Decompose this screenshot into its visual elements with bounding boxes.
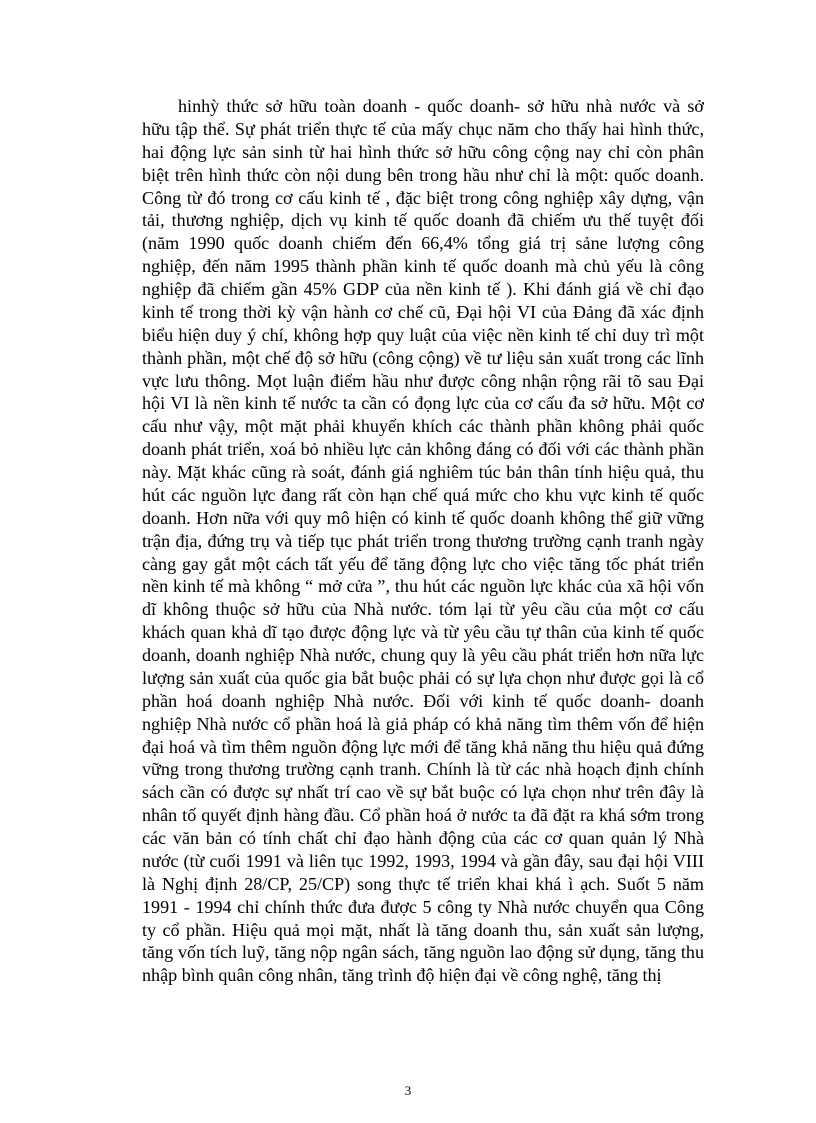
text-line: nghiệp Nhà nước cổ phần hoá là giả pháp có khả năng tìm thêm vốn để hiện (142, 713, 704, 734)
text-line: sách cần có được sự nhất trí cao về sự bắt buộc có lựa chọn như trên đây là (142, 782, 704, 803)
text-line: phần hoá doanh nghiệp Nhà nước. Đối với kinh tế quốc doanh- doanh (142, 690, 704, 711)
text-line: khách quan khả dĩ tạo được động lực và từ yêu cầu tự thân của kinh tế quốc (142, 622, 704, 643)
text-line: cấu như vậy, một mặt phải khuyến khích các thành phần không phải quốc (142, 416, 704, 437)
text-line: tải, thương nghiệp, dịch vụ kinh tế quốc doanh đã chiếm ưu thế tuyệt đối (142, 210, 704, 231)
text-line: hút các nguồn lực đang rất còn hạn chế quá mức cho khu vực kinh tế quốc (142, 484, 704, 505)
text-line: nước (từ cuối 1991 và liên tục 1992, 1993, 1994 và gần đây, sau đại hội VIII (142, 850, 704, 871)
text-line: này. Mặt khác cũng rà soát, đánh giá nghiêm túc bản thân tính hiệu quả, thu (142, 462, 704, 482)
text-line: doanh. Hơn nữa với quy mô hiện có kinh tế quốc doanh không thể giữ vững (142, 507, 704, 528)
text-line: nền kinh tế mà không “ mở cửa ”, thu hút các nguồn lực khác của xã hội vốn (142, 576, 704, 597)
text-line: kinh tế trong thời kỳ vận hành cơ chế cũ, Đại hội VI của Đảng đã xác định (142, 301, 704, 322)
text-line: doanh phát triển, xoá bỏ nhiều lực cản không đáng có đối với các thành phần (142, 439, 704, 460)
body-text (142, 95, 704, 987)
text-line: dĩ không thuộc sở hữu của Nhà nước. tóm lại từ yêu cầu của một cơ cấu (142, 599, 704, 620)
text-line: nhập bình quân công nhân, tăng trình độ hiện đại về công nghệ, tăng thị (142, 965, 662, 986)
text-line: nghiệp đã chiếm gần 45% GDP của nền kinh tế ). Khi đánh giá về chỉ đạo (142, 279, 704, 299)
text-line: thành phần, một chế độ sở hữu (công cộng) về tư liệu sản xuất trong các lĩnh (142, 347, 704, 368)
text-line: càng gay gắt một cách tất yếu để tăng động lực cho việc tăng tốc phát triển (142, 553, 704, 574)
text-line: vực lưu thông. Mọt luận điểm hầu như được công nhận rộng rãi tõ sau Đại (142, 370, 704, 391)
text-line: biểu hiện duy ý chí, không hợp quy luật của việc nền kinh tế chỉ duy trì một (142, 324, 704, 345)
text-line: (năm 1990 quốc doanh chiếm đến 66,4% tổng giá trị sảne lượng công (142, 233, 704, 254)
text-line: hai động lực sản sinh từ hai hình thức sở hữu công cộng nay chỉ còn phân (142, 141, 704, 162)
page-number: 3 (404, 1083, 412, 1098)
text-line: hữu tập thể. Sự phát triển thực tế của mấy chục năm cho thấy hai hình thức, (142, 118, 704, 139)
text-line: nghiệp, đến năm 1995 thành phần kinh tế quốc doanh mà chủ yếu là công (142, 256, 704, 277)
text-line: lượng sản xuất của quốc gia bắt buộc phải có sự lựa chọn như được gọi là cổ (142, 667, 704, 688)
text-line: biệt trên hình thức còn nội dung bên trong hầu như chỉ là một: quốc doanh. (142, 164, 704, 185)
text-line: đại hoá và tìm thêm nguồn động lực mới để tăng khả năng thu hiệu quả đứng (142, 736, 704, 757)
text-line: 1991 - 1994 chỉ chính thức đưa được 5 công ty Nhà nước chuyển qua Công (142, 896, 704, 917)
text-line: doanh, doanh nghiệp Nhà nước, chung quy là yêu cầu phát triển hơn nữa lực (142, 645, 704, 665)
text-line: hội VI là nền kinh tế nước ta cần có đọng lực của cơ cấu đa sở hữu. Một cơ (142, 393, 704, 414)
text-line: trận địa, đứng trụ và tiếp tục phát triển trong thương trường cạnh tranh ngày (142, 530, 704, 551)
text-line: tăng vốn tích luỹ, tăng nộp ngân sách, tăng nguồn lao động sử dụng, tăng thu (142, 942, 704, 963)
text-line: vững trong thương trường cạnh tranh. Chính là từ các nhà hoạch định chính (142, 759, 704, 780)
text-line: nhân tố quyết định hàng đầu. Cổ phần hoá ở nước ta đã đặt ra khá sớm trong (142, 805, 704, 826)
text-line: hinhỳ thức sở hữu toàn doanh - quốc doanh- sở hữu nhà nước và sở (178, 96, 704, 116)
text-line: các văn bản có tính chất chỉ đạo hành động của các cơ quan quản lý Nhà (142, 828, 704, 848)
text-line: ty cổ phần. Hiệu quả mọi mặt, nhất là tăng doanh thu, sản xuất sản lượng, (142, 919, 704, 940)
text-line: là Nghị định 28/CP, 25/CP) song thực tế triển khai khá ì ạch. Suốt 5 năm (142, 873, 704, 894)
text-line: Công từ đó trong cơ cấu kinh tế , đặc biệt trong công nghiệp xây dựng, vận (142, 187, 704, 208)
